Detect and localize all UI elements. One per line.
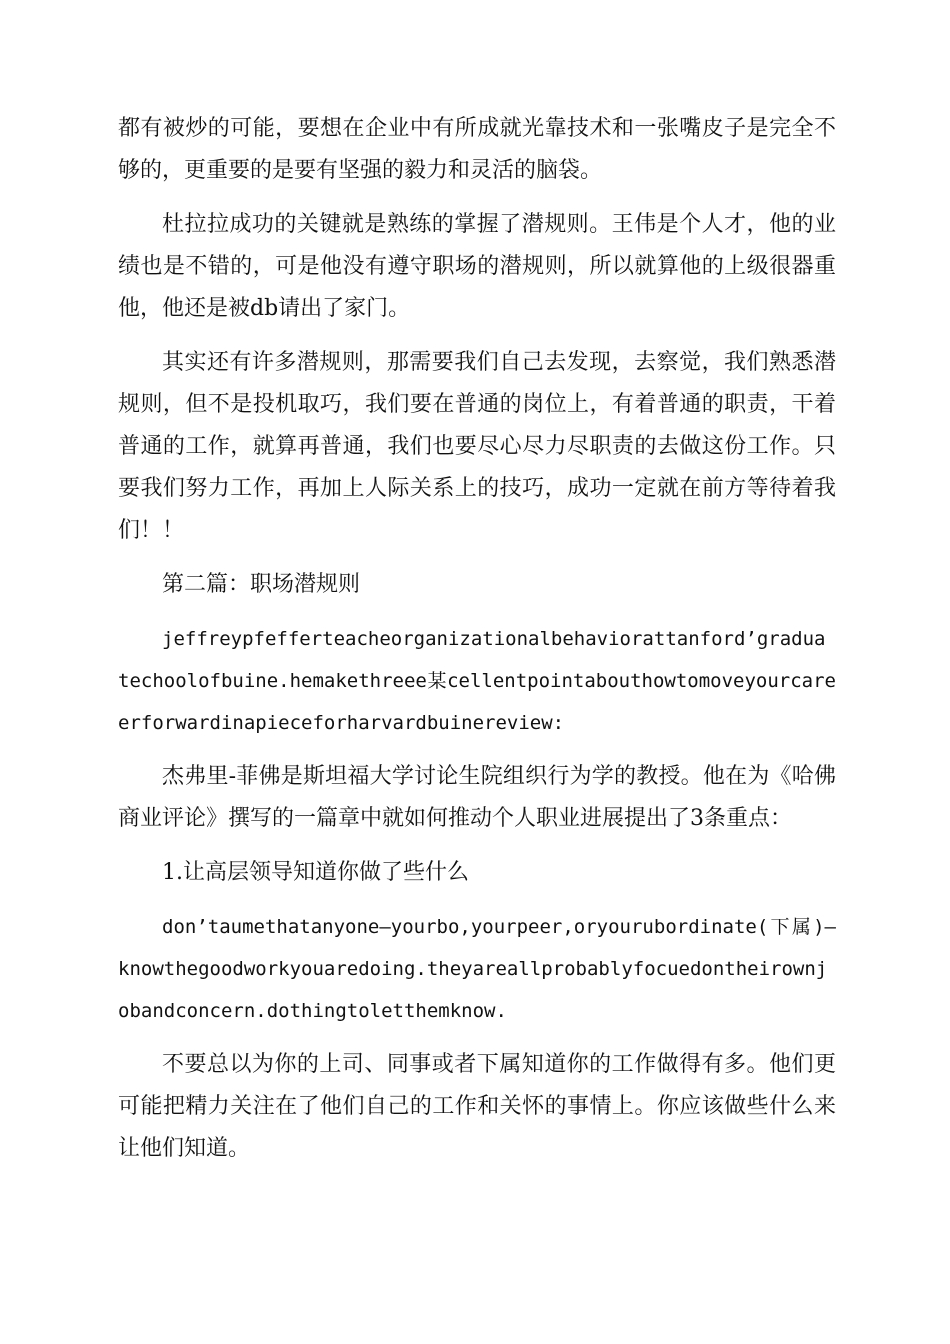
section-heading: 第二篇：职场潜规则 bbox=[162, 572, 361, 597]
english-paragraph-1: jeffreypfefferteacheorganizationalbehaviorattanford’graduatechoolofbuine.hemakethreee某cellentpointabouthowtomoveyourcareerforwardinapieceforharvardbuinereview: bbox=[118, 628, 836, 734]
paragraph-3: 其实还有许多潜规则，那需要我们自己去发现，去察觉，我们熟悉潜规则，但不是投机取巧，我们要在普通的岗位上，有着普通的职责，干着普通的工作，就算再普通，我们也要尽心尽力尽职责的去做这份工作。只要我们努力工作，再加上人际关系上的技巧，成功一定就在前方等待着我们！！ bbox=[118, 350, 836, 543]
document-page bbox=[118, 108, 836, 1170]
paragraph-translation-1: 杰弗里-菲佛是斯坦福大学讨论生院组织行为学的教授。他在为《哈佛商业评论》撰写的一篇章中就如何推动个人职业进展提出了3条重点： bbox=[118, 764, 836, 831]
list-item-1: 1.让高层领导知道你做了些什么 bbox=[162, 860, 469, 885]
english-paragraph-2: don’taumethatanyone—yourbo,yourpeer,oryourubordinate(下属)—knowthegoodworkyouaredoing.theyareallprobablyfocuedontheirownjobandconcern.dothingtoletthemknow. bbox=[118, 916, 836, 1022]
paragraph-2: 杜拉拉成功的关键就是熟练的掌握了潜规则。王伟是个人才，他的业绩也是不错的，可是他没有遵守职场的潜规则，所以就算他的上级很器重他，他还是被db请出了家门。 bbox=[118, 212, 836, 321]
paragraph-1: 都有被炒的可能，要想在企业中有所成就光靠技术和一张嘴皮子是完全不够的，更重要的是要有坚强的毅力和灵活的脑袋。 bbox=[118, 116, 836, 183]
paragraph-translation-2: 不要总以为你的上司、同事或者下属知道你的工作做得有多。他们更可能把精力关注在了他们自己的工作和关怀的事情上。你应该做些什么来让他们知道。 bbox=[118, 1052, 836, 1161]
